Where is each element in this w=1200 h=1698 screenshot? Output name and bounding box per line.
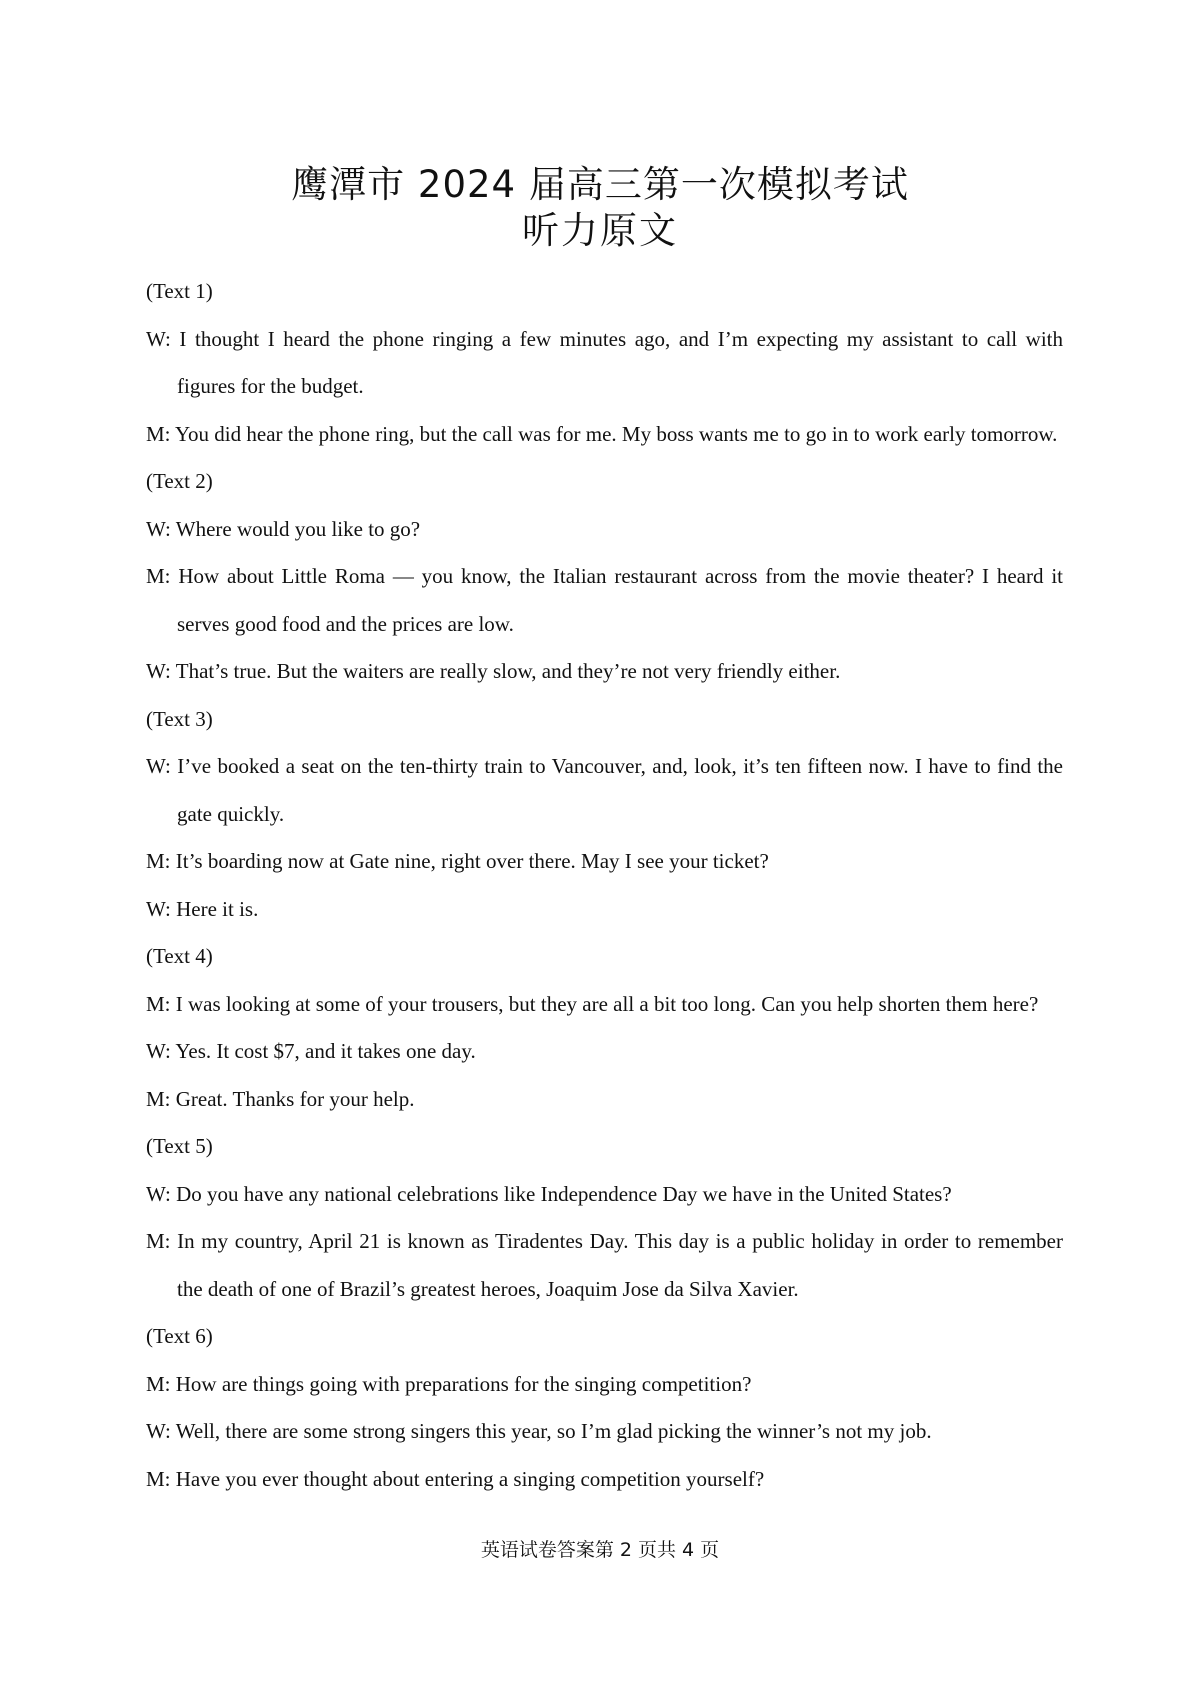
dialogue-line: M: How about Little Roma — you know, the Italian restaurant across from the movie theater? I heard it serves good food and the prices are low. [146,564,1063,636]
dialogue-line: W: Well, there are some strong singers this year, so I’m glad picking the winner’s not my job. [146,1419,932,1443]
page-subtitle: 听力原文 [522,209,678,252]
dialogue-line: W: Where would you like to go? [146,516,421,541]
text-label: (Text 6) [146,1324,213,1348]
dialogue-line: W: I’ve booked a seat on the ten-thirty train to Vancouver, and, look, it’s ten fifteen now. I have to find the gate quickly. [146,754,1063,826]
dialogue-line: W: Here it is. [146,896,259,921]
text-label: (Text 2) [146,469,213,493]
dialogue-line: M: You did hear the phone ring, but the call was for me. My boss wants me to go in to work early tomorrow. [146,421,1058,446]
dialogue-line: M: In my country, April 21 is known as Tiradentes Day. This day is a public holiday in order to remember the death of one of Brazil’s greatest heroes, Joaquim Jose da Silva Xavier. [146,1229,1063,1301]
dialogue-line: M: It’s boarding now at Gate nine, right over there. May I see your ticket? [146,849,769,873]
page-footer: 英语试卷答案第 2 页共 4 页 [480,1539,720,1561]
page-title: 鹰潭市 2024 届高三第一次模拟考试 [291,163,909,206]
dialogue-line: W: I thought I heard the phone ringing a few minutes ago, and I’m expecting my assistant to call with figures for the budget. [146,326,1063,398]
text-label: (Text 5) [146,1134,213,1158]
text-label: (Text 3) [146,706,213,731]
dialogue-line: M: Have you ever thought about entering a singing competition yourself? [146,1466,765,1491]
dialogue-line: M: How are things going with preparations for the singing competition? [146,1371,752,1396]
text-label: (Text 1) [146,279,213,303]
text-label: (Text 4) [146,944,213,968]
title-block [0,162,1200,254]
dialogue-line: W: That’s true. But the waiters are really slow, and they’re not very friendly either. [146,659,841,683]
transcript-body [146,268,1063,1503]
dialogue-line: W: Do you have any national celebrations like Independence Day we have in the United States? [146,1181,952,1206]
dialogue-line: W: Yes. It cost $7, and it takes one day. [146,1039,476,1063]
dialogue-line: M: Great. Thanks for your help. [146,1086,415,1111]
dialogue-line: M: I was looking at some of your trousers, but they are all a bit too long. Can you help shorten them here? [146,991,1039,1016]
